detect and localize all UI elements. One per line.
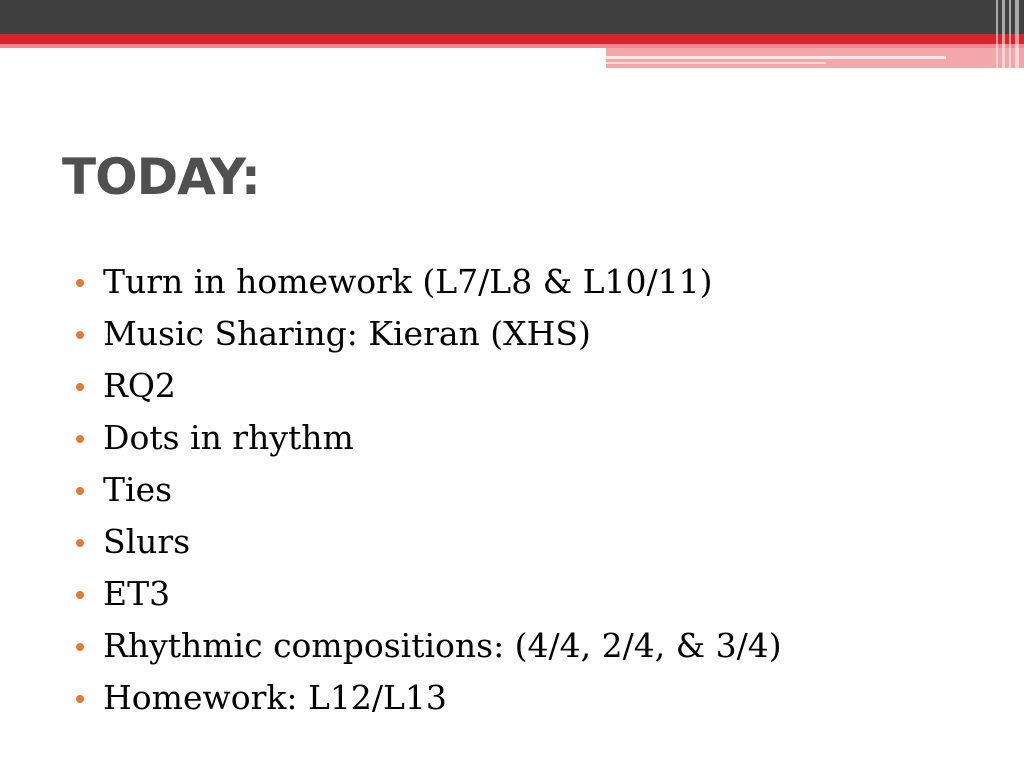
bullet-text: Music Sharing: Kieran (XHS) [103, 314, 591, 353]
header-dark-bar [0, 0, 1024, 34]
bullet-dot-icon [76, 383, 84, 391]
bullet-item [76, 360, 782, 412]
bullet-dot-icon [76, 643, 84, 651]
bullet-text: Ties [103, 470, 173, 509]
bullet-dot-icon [76, 331, 84, 339]
header-pink-strip-line [606, 56, 946, 59]
bullet-item [76, 672, 782, 724]
header-red-band [0, 34, 1024, 44]
bullet-item [76, 516, 782, 568]
bullet-text: RQ2 [103, 366, 176, 405]
bullet-item [76, 568, 782, 620]
bullet-item [76, 412, 782, 464]
vertical-stripe [1002, 0, 1005, 68]
bullet-item [76, 256, 782, 308]
bullet-dot-icon [76, 695, 84, 703]
bullet-dot-icon [76, 435, 84, 443]
bullet-text: Turn in homework (L7/L8 & L10/11) [103, 262, 713, 301]
bullet-text: Slurs [103, 522, 191, 561]
bullet-dot-icon [76, 279, 84, 287]
bullet-dot-icon [76, 591, 84, 599]
vertical-stripe [1015, 0, 1019, 68]
bullet-text: Homework: L12/L13 [103, 678, 447, 717]
header-vertical-stripes [994, 0, 1024, 68]
vertical-stripe [996, 0, 998, 68]
header-pink-strip-line-lower [606, 62, 826, 64]
bullet-item [76, 464, 782, 516]
bullet-text: Dots in rhythm [103, 418, 354, 457]
bullet-text: ET3 [103, 574, 171, 613]
slide-title: TODAY: [62, 148, 260, 206]
bullet-item [76, 308, 782, 360]
bullet-dot-icon [76, 539, 84, 547]
vertical-stripe [1009, 0, 1011, 68]
bullet-list [76, 256, 782, 724]
bullet-item [76, 620, 782, 672]
bullet-text: Rhythmic compositions: (4/4, 2/4, & 3/4) [103, 626, 782, 665]
bullet-dot-icon [76, 487, 84, 495]
